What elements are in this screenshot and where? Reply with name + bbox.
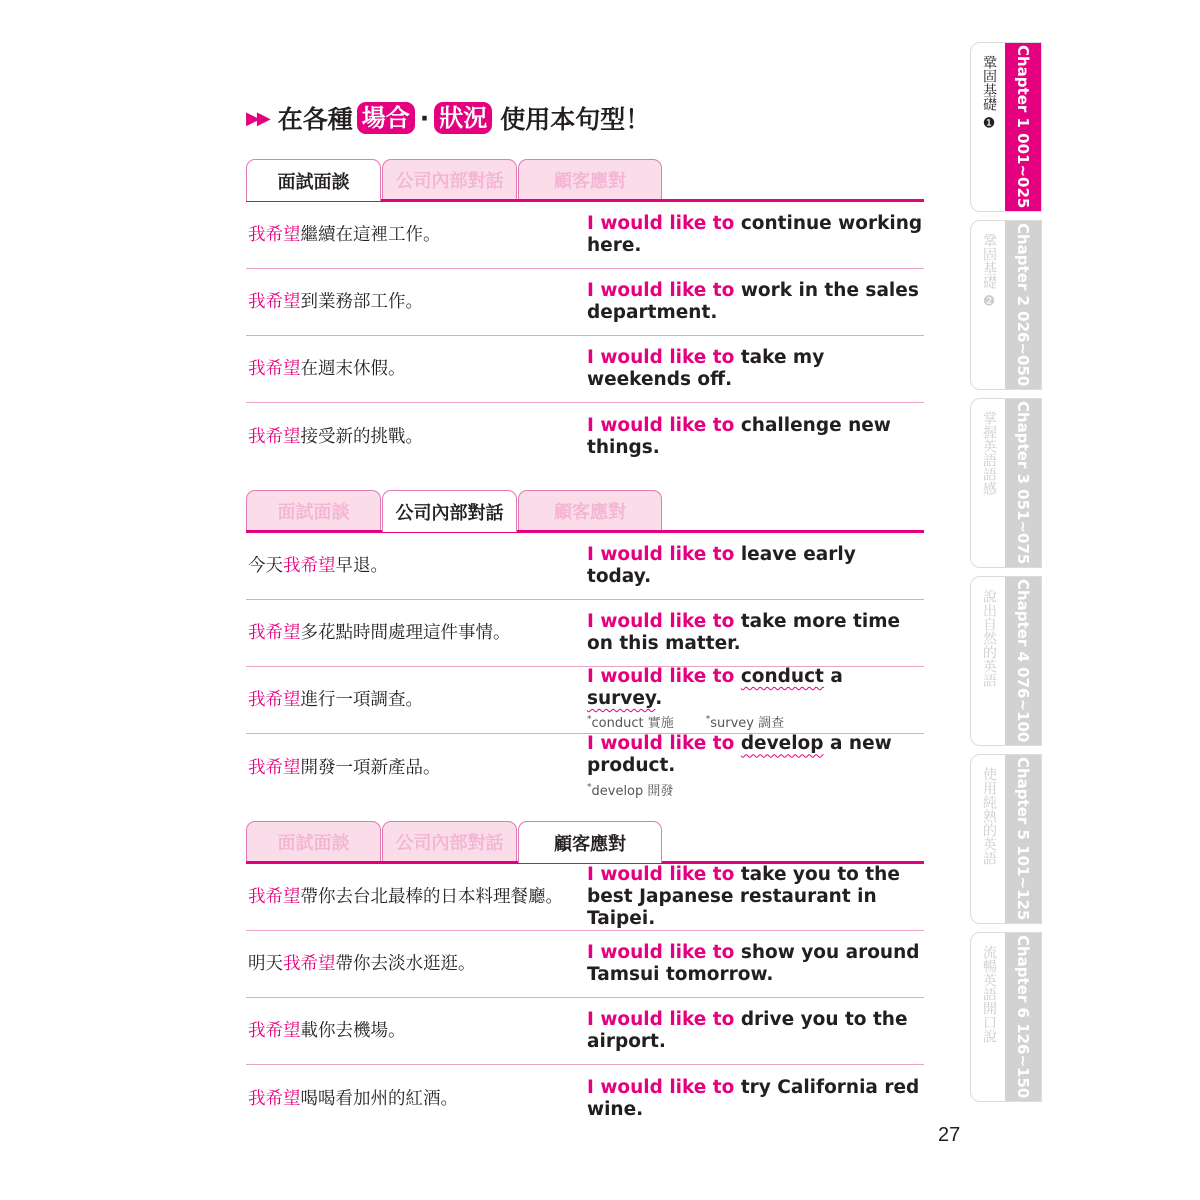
chapter-band [1005, 755, 1041, 923]
phrase-row [246, 202, 924, 269]
phrase-list [246, 202, 924, 470]
heading-dot: · [419, 103, 430, 133]
chapter-tab-5[interactable] [970, 754, 1042, 924]
chapter-tab-6[interactable] [970, 932, 1042, 1102]
chapter-topic: 鞏固基礎 ❷ [981, 233, 997, 310]
tab-internal[interactable]: 公司內部對話 [382, 490, 517, 532]
chapter-topic: 使用純熟的英語 [981, 767, 997, 865]
page-number: 27 [938, 1124, 961, 1146]
chapter-band [1005, 43, 1041, 211]
chapter-label: Chapter 4 076~100 [1014, 579, 1032, 743]
chapter-band [1005, 221, 1041, 389]
english-sentence: I would like to challenge new things. [587, 414, 891, 458]
english-sentence: I would like to show you around Tamsui tomorrow. [587, 942, 920, 985]
tab-interview[interactable]: 面試面談 [246, 821, 381, 861]
tab-bar [246, 821, 924, 861]
phrase-row [246, 667, 924, 734]
phrase-row [246, 864, 924, 931]
chinese-sentence: 我希望載你去機場。 [248, 1021, 406, 1041]
chapter-label: Chapter 1 001~025 [1014, 45, 1032, 209]
section-heading [246, 98, 650, 138]
chinese-sentence: 我希望多花點時間處理這件事情。 [248, 623, 511, 643]
vocab-note: *develop 開發 [587, 782, 674, 799]
english-sentence: I would like to work in the sales department. [587, 280, 919, 323]
chapter-label: Chapter 5 101~125 [1014, 757, 1032, 921]
tab-interview[interactable]: 面試面談 [246, 490, 381, 530]
tab-internal[interactable]: 公司內部對話 [382, 821, 517, 861]
heading-pill-situation: 狀況 [434, 102, 492, 134]
chapter-topic: 說出自然的英語 [981, 589, 997, 687]
vocab-note: *conduct 實施 *survey 調查 [587, 714, 785, 732]
english-sentence: I would like to leave early today. [587, 544, 856, 587]
vocab-word: conduct [740, 665, 824, 687]
heading-pill-occasion: 場合 [357, 102, 415, 134]
heading-prefix: 在各種 [277, 105, 353, 134]
chapter-tab-2[interactable] [970, 220, 1042, 390]
chapter-band [1005, 933, 1041, 1101]
chinese-sentence: 我希望繼續在這裡工作。 [248, 225, 441, 245]
chinese-sentence: 我希望到業務部工作。 [248, 292, 423, 312]
tab-customer[interactable]: 顧客應對 [518, 821, 662, 863]
section-internal [246, 490, 924, 801]
chapter-band [1005, 399, 1041, 567]
english-sentence: I would like to develop a new product. *develop 開發 [587, 733, 924, 801]
section-customer [246, 821, 924, 1132]
phrase-list [246, 864, 924, 1132]
phrase-row [246, 403, 924, 470]
chinese-sentence: 我希望開發一項新產品。 [248, 757, 441, 778]
english-sentence: I would like to take more time on this matter. [587, 611, 901, 654]
chapter-label: Chapter 6 126~150 [1014, 935, 1032, 1099]
tab-customer[interactable]: 顧客應對 [518, 490, 662, 530]
phrase-row [246, 1065, 924, 1132]
chinese-sentence: 我希望接受新的挑戰。 [248, 426, 423, 447]
phrase-row [246, 600, 924, 667]
phrase-row [246, 931, 924, 998]
chapter-topic: 流暢英語開口說 [981, 945, 997, 1043]
phrase-row [246, 336, 924, 403]
english-sentence: I would like to drive you to the airport. [587, 1009, 908, 1052]
tab-interview[interactable]: 面試面談 [246, 159, 381, 201]
chapter-topic: 鞏固基礎 ❶ [981, 55, 997, 132]
chapter-label: Chapter 2 026~050 [1014, 223, 1032, 387]
chinese-sentence: 今天我希望早退。 [248, 556, 388, 576]
phrase-row [246, 269, 924, 336]
chinese-sentence: 我希望帶你去台北最棒的日本料理餐廳。 [248, 887, 563, 907]
vocab-word: survey [587, 687, 656, 709]
section-interview [246, 159, 924, 470]
phrase-row [246, 734, 924, 801]
english-sentence: I would like to continue working here. [587, 213, 923, 256]
chinese-sentence: 明天我希望帶你去淡水逛逛。 [248, 954, 476, 974]
tab-bar [246, 159, 924, 199]
english-sentence: I would like to try California red wine. [587, 1076, 920, 1120]
phrase-row [246, 998, 924, 1065]
chapter-tab-3[interactable] [970, 398, 1042, 568]
chinese-sentence: 我希望進行一項調查。 [248, 690, 423, 710]
double-arrow-icon: ▶▶ [246, 107, 268, 129]
chapter-tab-1[interactable] [970, 42, 1042, 212]
english-sentence: I would like to take you to the best Japanese restaurant in Taipei. [587, 864, 900, 929]
tab-bar [246, 490, 924, 530]
phrase-list [246, 533, 924, 801]
english-sentence: I would like to take my weekends off. [587, 347, 825, 390]
chinese-sentence: 我希望喝喝看加州的紅酒。 [248, 1088, 458, 1109]
chapter-band [1005, 577, 1041, 745]
phrase-row [246, 533, 924, 600]
chapter-topic: 掌握英語語感 [981, 411, 997, 495]
chapter-label: Chapter 3 051~075 [1014, 401, 1032, 565]
heading-suffix: 使用本句型！ [500, 105, 651, 134]
vocab-word: develop [740, 733, 824, 755]
english-sentence: I would like to conduct a survey. *conduct 實施 *survey 調查 [587, 666, 924, 734]
chinese-sentence: 我希望在週末休假。 [248, 359, 406, 379]
tab-internal[interactable]: 公司內部對話 [382, 159, 517, 199]
tab-customer[interactable]: 顧客應對 [518, 159, 662, 199]
chapter-tab-4[interactable] [970, 576, 1042, 746]
